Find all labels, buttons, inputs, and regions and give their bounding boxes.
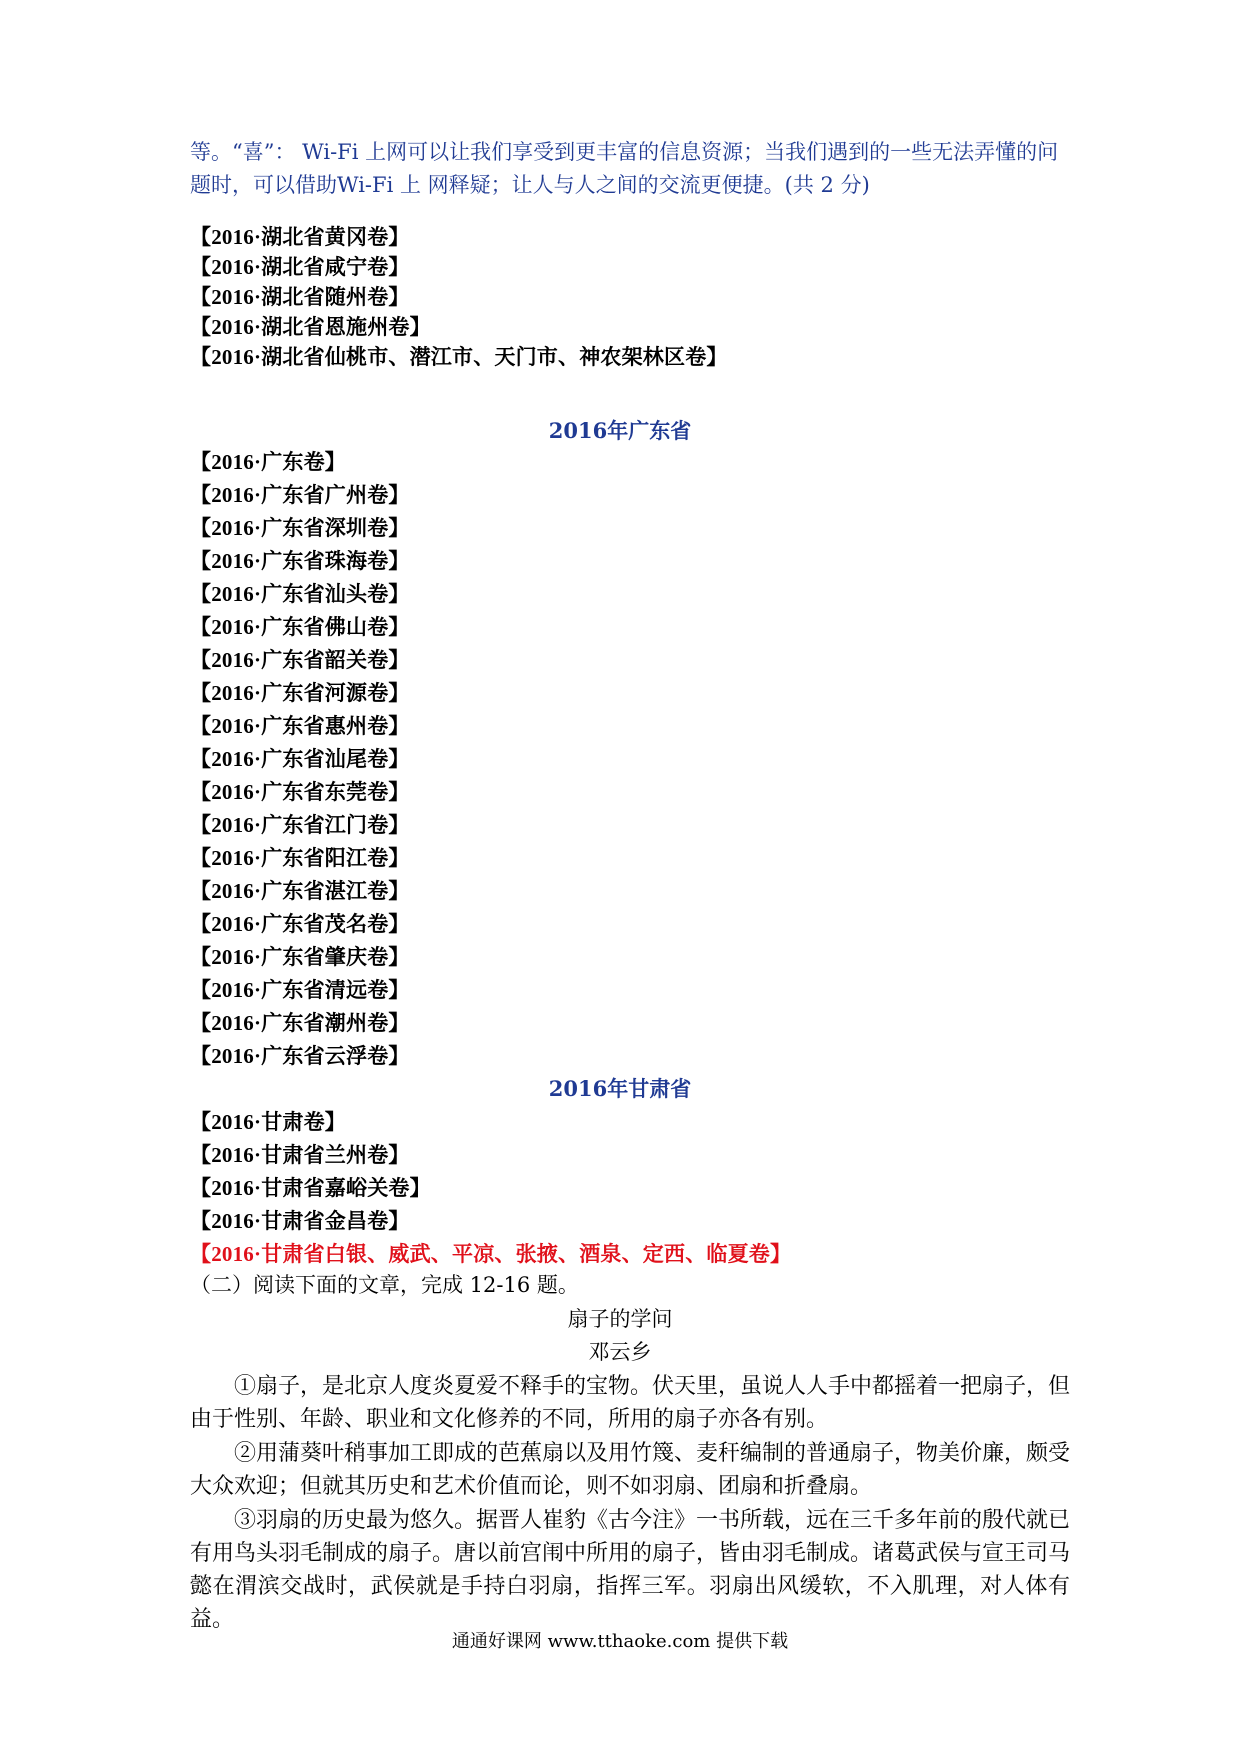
- page-footer: 通通好课网 www.tthaoke.com 提供下载: [451, 1631, 789, 1652]
- heading-guangdong-foshan: 【2016·广东省佛山卷】: [190, 615, 410, 639]
- heading-guangdong-shanwei: 【2016·广东省汕尾卷】: [190, 747, 410, 771]
- heading-guangdong-guangzhou: 【2016·广东省广州卷】: [190, 483, 410, 507]
- heading-hubei-enshi: 【2016·湖北省恩施州卷】: [190, 315, 431, 339]
- article-paragraph-3: ③羽扇的历史最为悠久。据晋人崔豹《古今注》一书所载，远在三千多年前的殷代就已有用鸟头羽毛制成的扇子。唐以前宫闱中所用的扇子，皆由羽毛制成。诸葛武侯与宣王司马懿在渭滨交战时，武侯就是手持白羽扇，指挥三军。羽扇出风缓软，不入肌理，对人体有益。: [190, 1508, 1071, 1632]
- heading-guangdong-shaoguan: 【2016·广东省韶关卷】: [190, 648, 410, 672]
- heading-hubei-xiantao: 【2016·湖北省仙桃市、潜江市、天门市、神农架林区卷】: [190, 345, 728, 369]
- heading-guangdong-dongguan: 【2016·广东省东莞卷】: [190, 780, 410, 804]
- heading-guangdong-yangjiang: 【2016·广东省阳江卷】: [190, 846, 410, 870]
- reading-instruction: （二）阅读下面的文章，完成 12-16 题。: [190, 1273, 579, 1297]
- heading-gansu: 【2016·甘肃卷】: [190, 1110, 347, 1134]
- heading-gansu-jinchang: 【2016·甘肃省金昌卷】: [190, 1209, 410, 1233]
- heading-gansu-baiyin-highlight: 【2016·甘肃省白银、威武、平凉、张掖、酒泉、定西、临夏卷】: [190, 1242, 792, 1266]
- article-paragraph-2: ②用蒲葵叶稍事加工即成的芭蕉扇以及用竹篾、麦秆编制的普通扇子，物美价廉，颇受大众欢迎；但就其历史和艺术价值而论，则不如羽扇、团扇和折叠扇。: [190, 1441, 1071, 1499]
- heading-hubei-xianning: 【2016·湖北省咸宁卷】: [190, 255, 410, 279]
- intro-paragraph: 等。“喜”： Wi-Fi 上网可以让我们享受到更丰富的信息资源；当我们遇到的一些无法弄懂的问题时，可以借助Wi-Fi 上 网释疑；让人与人之间的交流更便捷。(共 2 分): [190, 140, 1059, 197]
- heading-guangdong-shenzhen: 【2016·广东省深圳卷】: [190, 516, 410, 540]
- heading-guangdong-chaozhou: 【2016·广东省潮州卷】: [190, 1011, 410, 1035]
- heading-guangdong-qingyuan: 【2016·广东省清远卷】: [190, 978, 410, 1002]
- heading-guangdong-yunfu: 【2016·广东省云浮卷】: [190, 1044, 410, 1068]
- heading-guangdong-heyuan: 【2016·广东省河源卷】: [190, 681, 410, 705]
- heading-guangdong-shantou: 【2016·广东省汕头卷】: [190, 582, 410, 606]
- article-paragraph-1: ①扇子，是北京人度炎夏爱不释手的宝物。伏天里，虽说人人手中都摇着一把扇子，但由于性别、年龄、职业和文化修养的不同，所用的扇子亦各有别。: [190, 1374, 1071, 1432]
- article-title: 扇子的学问: [567, 1307, 673, 1331]
- heading-gansu-lanzhou: 【2016·甘肃省兰州卷】: [190, 1143, 410, 1167]
- heading-hubei-huanggang: 【2016·湖北省黄冈卷】: [190, 225, 410, 249]
- heading-guangdong-zhaoqing: 【2016·广东省肇庆卷】: [190, 945, 410, 969]
- heading-guangdong-huizhou: 【2016·广东省惠州卷】: [190, 714, 410, 738]
- section-title-guangdong: 2016年广东省: [548, 418, 692, 443]
- heading-guangdong-zhuhai: 【2016·广东省珠海卷】: [190, 549, 410, 573]
- heading-hubei-suizhou: 【2016·湖北省随州卷】: [190, 285, 410, 309]
- heading-guangdong-zhanjiang: 【2016·广东省湛江卷】: [190, 879, 410, 903]
- article-author: 邓云乡: [588, 1340, 652, 1364]
- heading-gansu-jiayuguan: 【2016·甘肃省嘉峪关卷】: [190, 1176, 431, 1200]
- heading-guangdong-maoming: 【2016·广东省茂名卷】: [190, 912, 410, 936]
- heading-guangdong-jiangmen: 【2016·广东省江门卷】: [190, 813, 410, 837]
- section-title-gansu: 2016年甘肃省: [548, 1076, 692, 1101]
- heading-guangdong: 【2016·广东卷】: [190, 450, 347, 474]
